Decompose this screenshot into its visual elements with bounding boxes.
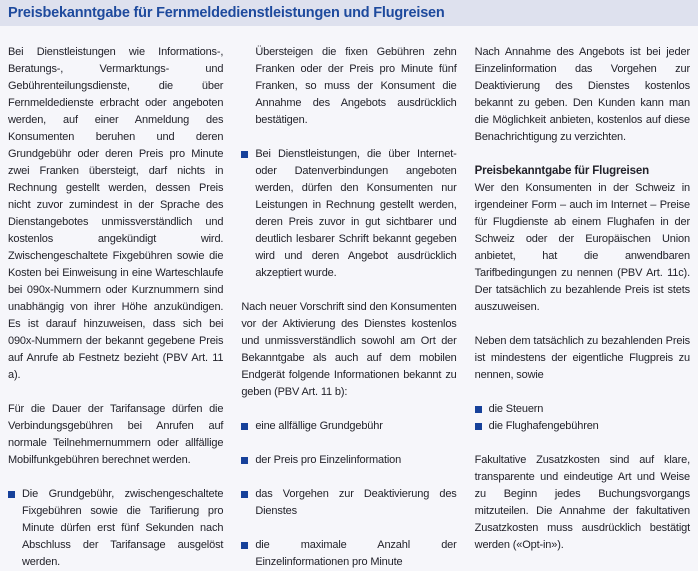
page-title: Preisbekanntgabe für Fernmeldedienstleistungen und Flugreisen (8, 5, 445, 21)
list-item-text: die Flughafengebühren (488, 420, 599, 432)
bullet-square-icon (241, 542, 248, 549)
bullet-square-icon (475, 423, 482, 430)
list-item-text: Bei Dienstleistungen, die über Internet- oder Datenverbindungen angeboten werden, dürfen den Konsumenten nur Leistungen in Rechnung gestellt werden, deren Preis zuvor in gut sichtbarer und deutlich lesbarer Schrift bekannt gegeben wird und deren Angebot ausdrücklich akzeptiert wurde. (255, 148, 457, 279)
paragraph-flugpreise: Wer den Konsumenten in der Schweiz in irgendeiner Form – auch im Internet – Preise für Flugdienste ab einem Flughafen in der Schweiz oder der Europäischen Union anbietet, hat die anwendbaren Tarifbedingungen zu nennen (PBV Art. 11c). Der tatsächlich zu bezahlende Preis ist stets auszuweisen. (474, 182, 690, 313)
list-item-text: die Steuern (488, 403, 544, 415)
list-item (241, 486, 456, 520)
list-item-text: die maximale Anzahl der Einzelinformationen pro Minute (255, 539, 457, 568)
list-item-text: das Vorgehen zur Deaktivierung des Dienstes (255, 488, 457, 517)
paragraph-zusatzkosten: Fakultative Zusatzkosten sind auf klare, transparente und eindeutige Art und Weise zu Beginn jedes Buchungsvorgangs mitzuteilen. Die Annahme der fakultativen Zusatzkosten muss ausdrücklich bestätigt werden («Opt-in»). (474, 454, 690, 551)
list-item (475, 401, 690, 418)
list-item (475, 418, 690, 435)
paragraph-bullet-continuation: Übersteigen die fixen Gebühren zehn Franken oder der Preis pro Minute fünf Franken, so muss der Konsument die Annahme des Angebots ausdrücklich bestätigen. (255, 46, 457, 126)
list-item (8, 486, 223, 571)
content-columns (0, 26, 698, 571)
paragraph-flugpreis-nennen: Neben dem tatsächlich zu bezahlenden Preis ist mindestens der eigentliche Flugpreis zu nennen, sowie (474, 335, 690, 381)
list-item (241, 418, 456, 435)
list-item (241, 146, 456, 282)
column-3 (475, 44, 690, 571)
bullet-square-icon (241, 491, 248, 498)
paragraph-telecom-intro: Bei Dienstleistungen wie Informations-, Beratungs-, Vermarktungs- und Gebührenteilungsdienste, die über Fernmeldedienste erbracht oder angeboten werden, auf einer Anmeldung des Konsumenten beruhen und deren Grundgebühr oder deren Preis pro Minute zwei Franken übersteigt, darf nichts in Rechnung gestellt werden, dessen Preis nicht zuvor zumindest in der Sprache des Dienstangebotes unmissverständlich und kostenlos angekündigt wird. Zwischengeschaltete Fixgebühren sowie die Kosten bei Einweisung in eine Warteschlaufe bei 090x-Nummern oder Kurznummern sind unabhängig von ihrer Höhe anzukündigen. Es ist darauf hinzuweisen, dass sich bei 090x-Nummern der bekannt gegebene Preis auf Anrufe ab Festnetz bezieht (PBV Art. 11 a). (8, 46, 224, 381)
list-item-text: der Preis pro Einzelinformation (255, 454, 402, 466)
bullet-square-icon (241, 423, 248, 430)
bullet-square-icon (8, 491, 15, 498)
paragraph-tarifansage: Für die Dauer der Tarifansage dürfen die Verbindungsgebühren bei Anrufen auf normale Teilnehmernummern oder allfällige Mobilfunkgebühren berechnet werden. (8, 403, 224, 466)
paragraph-deaktivierung: Nach Annahme des Angebots ist bei jeder Einzelinformation das Vorgehen zur Deaktivierung des Dienstes kostenlos bekannt zu geben. Den Kunden kann man die Möglichkeit anbieten, kostenlos auf diese Benachrichtigung zu verzichten. (474, 46, 690, 143)
section-heading-flugreisen: Preisbekanntgabe für Flugreisen (474, 165, 649, 177)
page-header (0, 0, 698, 26)
list-item (241, 452, 456, 469)
list-item-text: Die Grundgebühr, zwischengeschaltete Fixgebühren sowie die Tarifierung pro Minute dürfen erst fünf Sekunden nach Abschluss der Tarifansage ausgelöst werden. (22, 488, 224, 568)
paragraph-neue-vorschrift: Nach neuer Vorschrift sind den Konsumenten vor der Aktivierung des Dienstes kostenlos und unmissverständlich sowohl am Ort der Bekanntgabe als auch auf dem mobilen Endgerät folgende Informationen bekannt zu geben (PBV Art. 11 b): (241, 301, 457, 398)
column-1 (8, 44, 223, 571)
column-2 (241, 44, 456, 571)
bullet-square-icon (241, 151, 248, 158)
list-item-text: eine allfällige Grundgebühr (255, 420, 383, 432)
list-item (241, 537, 456, 571)
bullet-square-icon (475, 406, 482, 413)
bullet-square-icon (241, 457, 248, 464)
